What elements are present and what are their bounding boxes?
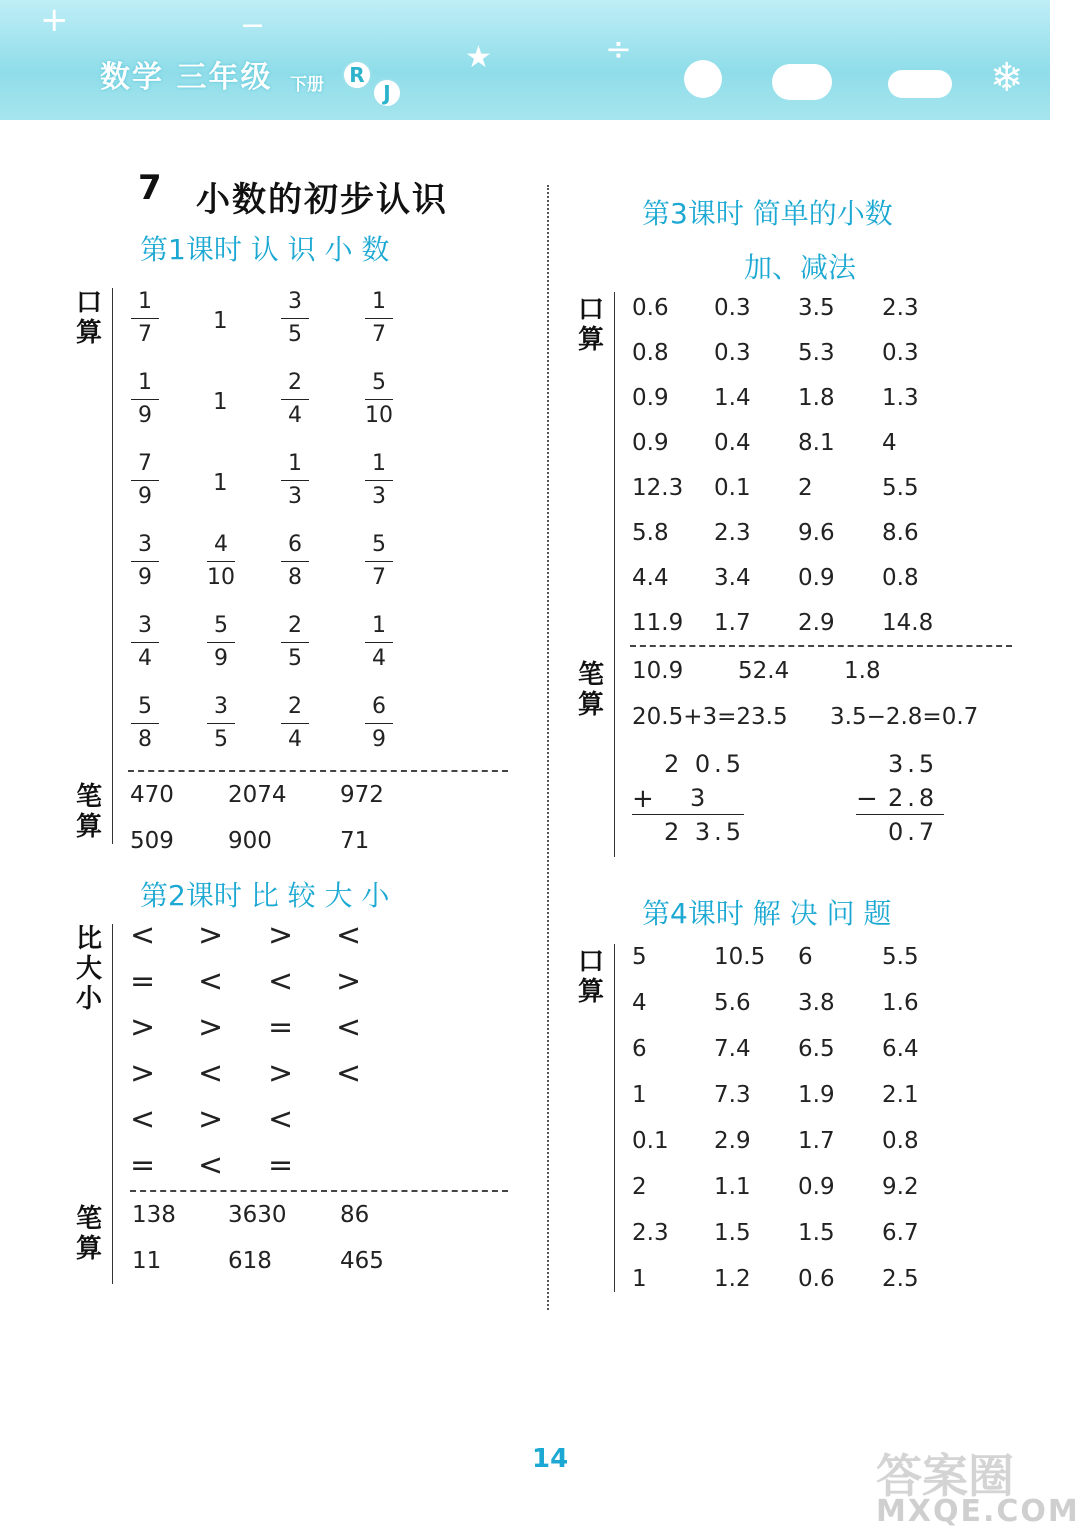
oral-answer: 0.3 [714, 340, 751, 366]
lesson4-vertical-line [614, 944, 615, 1292]
fraction-bar [365, 399, 393, 400]
written-answer: 52.4 [738, 658, 790, 684]
comparison-symbol: > [130, 1010, 156, 1045]
denominator: 3 [372, 484, 386, 509]
fraction [278, 369, 312, 430]
oral-answer: 5.6 [714, 990, 751, 1016]
fraction-bar [207, 723, 235, 724]
oral-answer: 2.5 [882, 1266, 919, 1292]
fraction [362, 693, 396, 754]
denominator: 3 [288, 484, 302, 509]
numerator: 3 [214, 694, 228, 719]
minus-decoration-icon: − [240, 8, 266, 43]
oral-answer: 9.2 [882, 1174, 919, 1200]
column-divider [547, 185, 549, 1310]
snowflake-icon: ❄ [990, 55, 1024, 101]
oral-answer: 1 [632, 1266, 647, 1292]
oral-answer: 8.1 [798, 430, 835, 456]
oral-answer: 6.7 [882, 1220, 919, 1246]
written-answer: 900 [228, 828, 272, 854]
comparison-symbol: = [268, 1148, 294, 1183]
badge-j: J [372, 78, 402, 108]
oral-answer: 4 [632, 990, 647, 1016]
written-answer: 465 [340, 1248, 384, 1274]
oral-answer: 12.3 [632, 475, 684, 501]
vert-add-second: 3 [690, 784, 710, 812]
fraction [278, 612, 312, 673]
fraction [278, 693, 312, 754]
fraction [278, 450, 312, 511]
oral-answer: 7.3 [714, 1082, 751, 1108]
banner-volume: 下册 [290, 75, 324, 95]
numerator: 4 [214, 532, 228, 557]
oral-answer: 2.1 [882, 1082, 919, 1108]
oral-answer: 11.9 [632, 610, 684, 636]
oral-answer: 5.5 [882, 475, 919, 501]
chapter-number: 7 [138, 168, 162, 208]
lesson3-title-line2: 加、减法 [744, 251, 857, 284]
oral-answer: 1.1 [714, 1174, 751, 1200]
comparison-symbol: < [198, 964, 224, 999]
oral-answer: 0.8 [882, 565, 919, 591]
numerator: 1 [138, 289, 152, 314]
header-banner [0, 0, 1050, 120]
denominator: 7 [372, 322, 386, 347]
oral-answer: 1 [632, 1082, 647, 1108]
denominator: 10 [207, 565, 235, 590]
oral-answer: 6 [798, 944, 813, 970]
lesson2-title: 第2课时 比 较 大 小 [140, 879, 390, 912]
denominator: 9 [138, 484, 152, 509]
vert-add-operator: + [632, 784, 658, 814]
fraction [128, 531, 162, 592]
rain-cloud-icon [888, 70, 952, 98]
lesson3-separator [630, 645, 1012, 647]
oral-answer: 0.6 [632, 295, 669, 321]
denominator: 5 [288, 646, 302, 671]
numerator: 2 [288, 613, 302, 638]
lesson2-compare-label: 比大小 [75, 924, 102, 1014]
denominator: 4 [138, 646, 152, 671]
oral-answer: 0.9 [798, 1174, 835, 1200]
fraction-bar [365, 480, 393, 481]
lesson3-written-label: 笔算 [577, 660, 604, 720]
comparison-symbol: > [336, 964, 362, 999]
fraction-bar [131, 318, 159, 319]
fraction [128, 612, 162, 673]
comparison-symbol: < [336, 1056, 362, 1091]
comparison-symbol: > [198, 1010, 224, 1045]
comparison-symbol: = [130, 1148, 156, 1183]
oral-answer: 9.6 [798, 520, 835, 546]
oral-answer: 2.9 [798, 610, 835, 636]
fraction-bar [131, 642, 159, 643]
oral-answer: 0.9 [632, 385, 669, 411]
vert-sub-operator: − [856, 784, 882, 814]
lesson3-oral-label: 口算 [577, 295, 604, 355]
oral-answer: 2.9 [714, 1128, 751, 1154]
oral-answer: 2.3 [882, 295, 919, 321]
denominator: 4 [372, 646, 386, 671]
oral-answer: 10.5 [714, 944, 766, 970]
numerator: 1 [372, 289, 386, 314]
oral-answer: 5 [632, 944, 647, 970]
comparison-symbol: < [268, 964, 294, 999]
comparison-symbol: > [198, 918, 224, 953]
banner-title: 数学 三年级 [100, 60, 273, 95]
fraction [128, 288, 162, 349]
lesson2-vertical-line [112, 924, 113, 1284]
oral-answer: 0.1 [632, 1128, 669, 1154]
comparison-symbol: = [268, 1010, 294, 1045]
comparison-symbol: > [198, 1102, 224, 1137]
oral-answer: 0.9 [632, 430, 669, 456]
comparison-symbol: = [130, 964, 156, 999]
fraction-bar [281, 561, 309, 562]
oral-answer: 1.7 [714, 610, 751, 636]
fraction-bar [365, 723, 393, 724]
written-answer: 509 [130, 828, 174, 854]
comparison-symbol: < [198, 1056, 224, 1091]
lesson1-vertical-line [112, 288, 113, 844]
fraction [278, 288, 312, 349]
oral-answer: 3.4 [714, 565, 751, 591]
lesson4-title: 第4课时 解 决 问 题 [642, 897, 892, 930]
oral-answer: 1.4 [714, 385, 751, 411]
oral-answer: 4 [882, 430, 897, 456]
fraction-bar [281, 642, 309, 643]
denominator: 8 [138, 727, 152, 752]
oral-answer: 2 [798, 475, 813, 501]
chapter-title: 小数的初步认识 [196, 180, 448, 220]
numerator: 1 [288, 451, 302, 476]
oral-answer: 1.7 [798, 1128, 835, 1154]
oral-answer: 2.3 [714, 520, 751, 546]
oral-answer: 1.3 [882, 385, 919, 411]
watermark-logo: 答案圈 [876, 1449, 1014, 1503]
fraction-bar [365, 561, 393, 562]
fraction-bar [131, 480, 159, 481]
oral-answer: 5.3 [798, 340, 835, 366]
fraction [128, 450, 162, 511]
comparison-symbol: > [268, 1056, 294, 1091]
denominator: 4 [288, 403, 302, 428]
comparison-symbol: < [336, 918, 362, 953]
lesson2-separator [130, 1190, 508, 1192]
lesson3-equation-1: 20.5+3=23.5 [632, 704, 788, 730]
oral-answer: 1.9 [798, 1082, 835, 1108]
vert-sub-rule [856, 814, 944, 815]
oral-answer: 5.5 [882, 944, 919, 970]
written-answer: 138 [132, 1202, 176, 1228]
numerator: 3 [138, 613, 152, 638]
whole-number: 1 [213, 389, 228, 415]
fraction-bar [365, 318, 393, 319]
oral-answer: 6.5 [798, 1036, 835, 1062]
written-answer: 3630 [228, 1202, 287, 1228]
oral-answer: 7.4 [714, 1036, 751, 1062]
numerator: 5 [214, 613, 228, 638]
denominator: 8 [288, 565, 302, 590]
lesson3-equation-2: 3.5−2.8=0.7 [830, 704, 979, 730]
fraction-bar [281, 480, 309, 481]
oral-answer: 0.8 [632, 340, 669, 366]
page-number: 14 [532, 1444, 569, 1474]
numerator: 2 [288, 370, 302, 395]
oral-answer: 6.4 [882, 1036, 919, 1062]
denominator: 5 [214, 727, 228, 752]
numerator: 5 [372, 532, 386, 557]
oral-answer: 0.9 [798, 565, 835, 591]
numerator: 5 [372, 370, 386, 395]
denominator: 10 [365, 403, 393, 428]
fraction-bar [281, 723, 309, 724]
fraction-bar [365, 642, 393, 643]
denominator: 5 [288, 322, 302, 347]
vert-add-result: 2 3.5 [664, 818, 746, 846]
oral-answer: 3.5 [798, 295, 835, 321]
fraction [362, 369, 396, 430]
vert-add-rule [632, 814, 744, 815]
fraction [204, 531, 238, 592]
fraction-bar [131, 399, 159, 400]
oral-answer: 1.6 [882, 990, 919, 1016]
written-answer: 2074 [228, 782, 287, 808]
fraction-bar [281, 399, 309, 400]
written-answer: 86 [340, 1202, 370, 1228]
denominator: 9 [138, 403, 152, 428]
oral-answer: 4.4 [632, 565, 669, 591]
vert-sub-second: 2.8 [888, 784, 939, 812]
oral-answer: 2.3 [632, 1220, 669, 1246]
oral-answer: 1.8 [798, 385, 835, 411]
badge-r: R [342, 60, 372, 90]
fraction-bar [281, 318, 309, 319]
fraction-bar [207, 642, 235, 643]
oral-answer: 2 [632, 1174, 647, 1200]
fraction-bar [207, 561, 235, 562]
oral-answer: 14.8 [882, 610, 934, 636]
fraction [278, 531, 312, 592]
fraction [362, 612, 396, 673]
comparison-symbol: < [130, 918, 156, 953]
denominator: 9 [372, 727, 386, 752]
lesson1-title: 第1课时 认 识 小 数 [140, 233, 390, 266]
lesson1-separator [128, 770, 508, 772]
lesson2-written-label: 笔算 [75, 1204, 102, 1264]
numerator: 7 [138, 451, 152, 476]
cloud-icon [772, 64, 832, 100]
whole-number: 1 [213, 308, 228, 334]
lesson3-vertical-line [614, 292, 615, 857]
comparison-symbol: > [268, 918, 294, 953]
comparison-symbol: < [268, 1102, 294, 1137]
written-answer: 618 [228, 1248, 272, 1274]
numerator: 6 [372, 694, 386, 719]
oral-answer: 0.3 [882, 340, 919, 366]
oral-answer: 6 [632, 1036, 647, 1062]
numerator: 3 [138, 532, 152, 557]
lesson3-title-line1: 第3课时 简单的小数 [642, 197, 893, 230]
comparison-symbol: < [198, 1148, 224, 1183]
numerator: 6 [288, 532, 302, 557]
oral-answer: 0.3 [714, 295, 751, 321]
numerator: 1 [372, 451, 386, 476]
written-answer: 470 [130, 782, 174, 808]
watermark-url: MXQE.COM [876, 1494, 1080, 1529]
comparison-symbol: < [336, 1010, 362, 1045]
numerator: 2 [288, 694, 302, 719]
oral-answer: 0.1 [714, 475, 751, 501]
fraction [204, 612, 238, 673]
lesson1-written-label: 笔算 [75, 782, 102, 842]
oral-answer: 0.4 [714, 430, 751, 456]
oral-answer: 1.5 [798, 1220, 835, 1246]
oral-answer: 8.6 [882, 520, 919, 546]
fraction [362, 450, 396, 511]
written-answer: 71 [340, 828, 370, 854]
denominator: 7 [138, 322, 152, 347]
whole-number: 1 [213, 470, 228, 496]
vert-add-top: 2 0.5 [664, 750, 746, 778]
fraction [204, 693, 238, 754]
comparison-symbol: < [130, 1102, 156, 1137]
oral-answer: 3.8 [798, 990, 835, 1016]
fraction [362, 531, 396, 592]
plus-decoration-icon: + [40, 0, 69, 40]
oral-answer: 1.5 [714, 1220, 751, 1246]
numerator: 1 [138, 370, 152, 395]
denominator: 9 [214, 646, 228, 671]
vert-sub-top: 3.5 [888, 750, 939, 778]
oral-answer: 5.8 [632, 520, 669, 546]
written-answer: 10.9 [632, 658, 684, 684]
lesson4-oral-label: 口算 [577, 947, 604, 1007]
fraction [362, 288, 396, 349]
oral-answer: 0.6 [798, 1266, 835, 1292]
fraction-bar [131, 561, 159, 562]
star-decoration-icon: ★ [465, 40, 492, 75]
denominator: 4 [288, 727, 302, 752]
comparison-symbol: > [130, 1056, 156, 1091]
denominator: 7 [372, 565, 386, 590]
fraction [128, 693, 162, 754]
written-answer: 11 [132, 1248, 162, 1274]
fraction [128, 369, 162, 430]
written-answer: 972 [340, 782, 384, 808]
fraction-bar [131, 723, 159, 724]
oral-answer: 0.8 [882, 1128, 919, 1154]
sun-icon [684, 60, 722, 98]
lesson1-oral-label: 口算 [75, 288, 102, 348]
written-answer: 1.8 [844, 658, 881, 684]
numerator: 1 [372, 613, 386, 638]
divide-decoration-icon: ÷ [605, 30, 632, 68]
numerator: 5 [138, 694, 152, 719]
numerator: 3 [288, 289, 302, 314]
oral-answer: 1.2 [714, 1266, 751, 1292]
vert-sub-result: 0.7 [888, 818, 939, 846]
denominator: 9 [138, 565, 152, 590]
